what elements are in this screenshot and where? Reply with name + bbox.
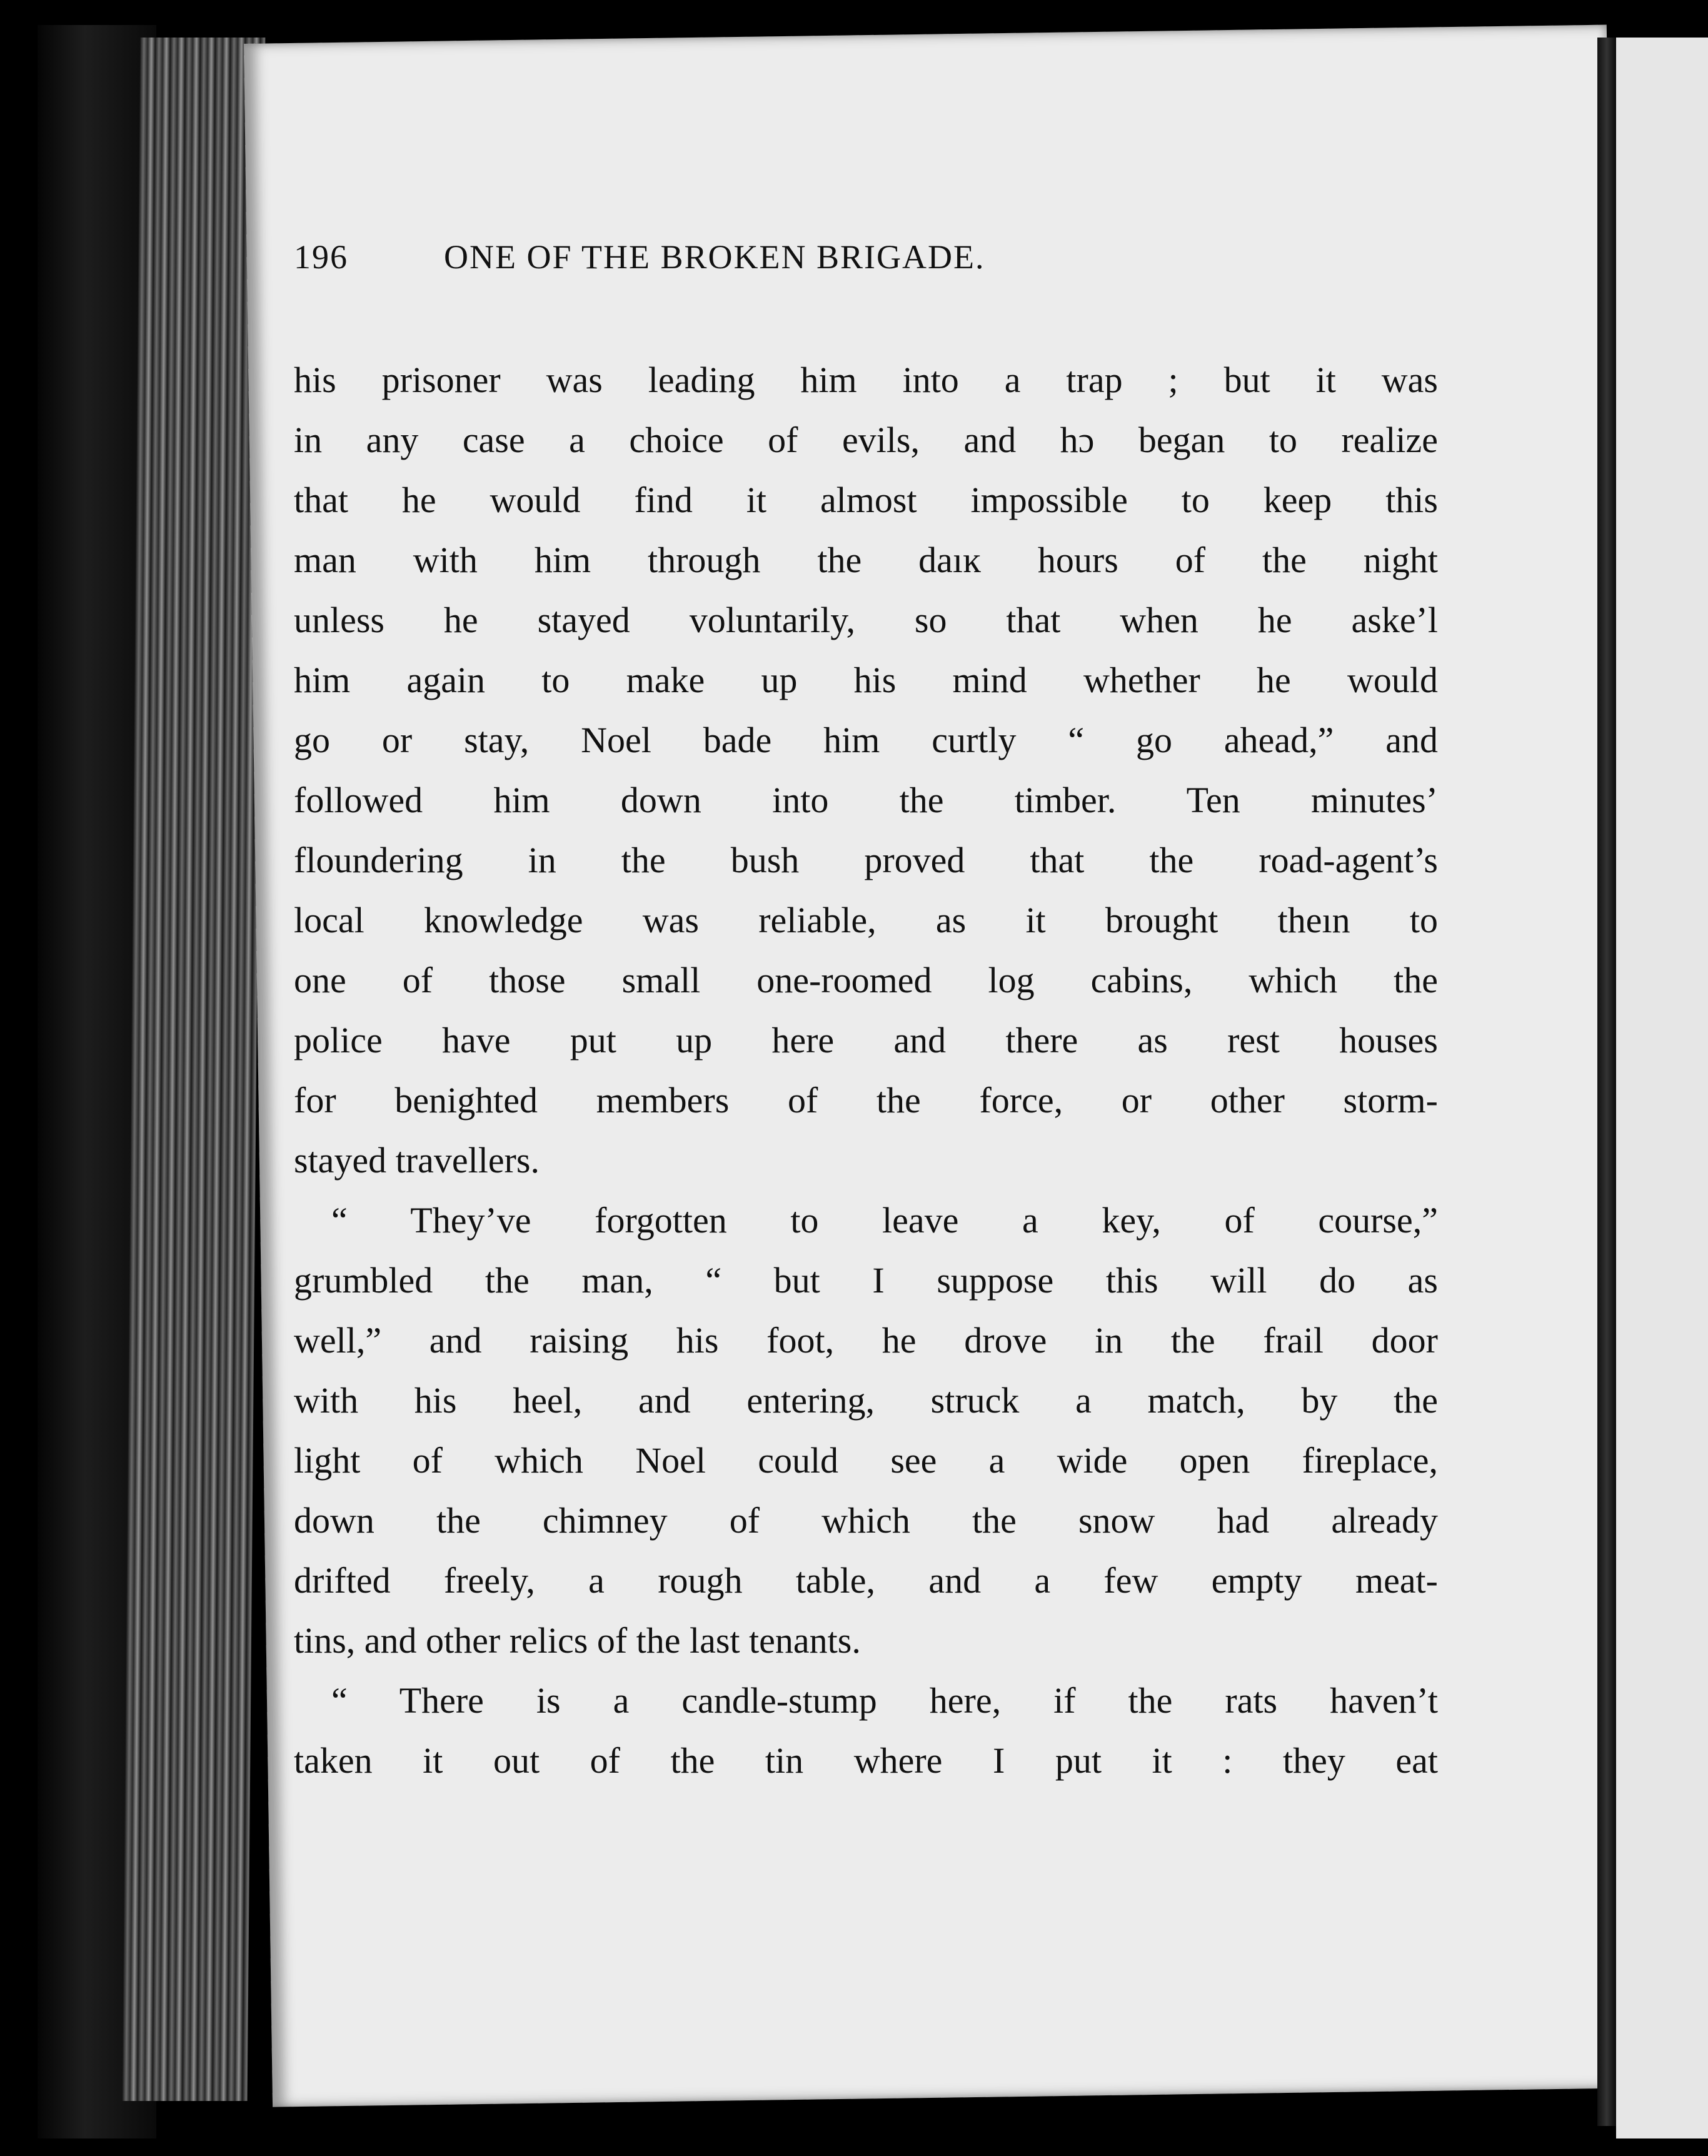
text-line: light of which Noel could see a wide open fireplace,: [294, 1440, 1438, 1481]
text-line: tins, and other relics of the last tenants.: [294, 1620, 861, 1661]
text-line: “ There is a candle-stump here, if the rats haven’t: [331, 1680, 1438, 1721]
text-line: in any case a choice of evils, and hɔ began to realize: [294, 420, 1438, 460]
text-line: floundering in the bush proved that the road-agent’s: [294, 840, 1438, 880]
text-line: one of those small one-roomed log cabins, which the: [294, 960, 1438, 1000]
text-line: that he would find it almost impossible to keep this: [294, 480, 1438, 520]
body-text: [294, 350, 1438, 1791]
page-number: 196: [294, 238, 348, 276]
text-line: for benighted members of the force, or other storm-: [294, 1080, 1438, 1121]
text-line: him again to make up his mind whether he would: [294, 660, 1438, 700]
text-line: go or stay, Noel bade him curtly “ go ahead,” and: [294, 720, 1438, 760]
page-edges: [123, 38, 266, 2101]
text-line: “ They’ve forgotten to leave a key, of course,”: [331, 1200, 1438, 1241]
running-title: ONE OF THE BROKEN BRIGADE.: [444, 238, 985, 276]
text-line: followed him down into the timber. Ten minutes’: [294, 780, 1438, 820]
text-line: taken it out of the tin where I put it : they eat: [294, 1740, 1438, 1781]
text-line: grumbled the man, “ but I suppose this will do as: [294, 1260, 1438, 1301]
text-line: police have put up here and there as rest houses: [294, 1020, 1438, 1060]
text-line: down the chimney of which the snow had already: [294, 1500, 1438, 1541]
gutter-shadow: [1597, 38, 1616, 2126]
text-line: his prisoner was leading him into a trap ; but it was: [294, 360, 1438, 400]
text-line: local knowledge was reliable, as it brought theın to: [294, 900, 1438, 940]
text-line: well,” and raising his foot, he drove in the frail door: [294, 1320, 1438, 1361]
text-line: unless he stayed voluntarily, so that when he aske’l: [294, 600, 1438, 640]
text-line: drifted freely, a rough table, and a few empty meat-: [294, 1560, 1438, 1601]
next-page-edge: [1616, 38, 1708, 2138]
text-line: stayed travellers.: [294, 1140, 540, 1181]
text-line: with his heel, and entering, struck a match, by the: [294, 1380, 1438, 1421]
text-line: man with him through the daıĸ hours of the night: [294, 540, 1438, 580]
